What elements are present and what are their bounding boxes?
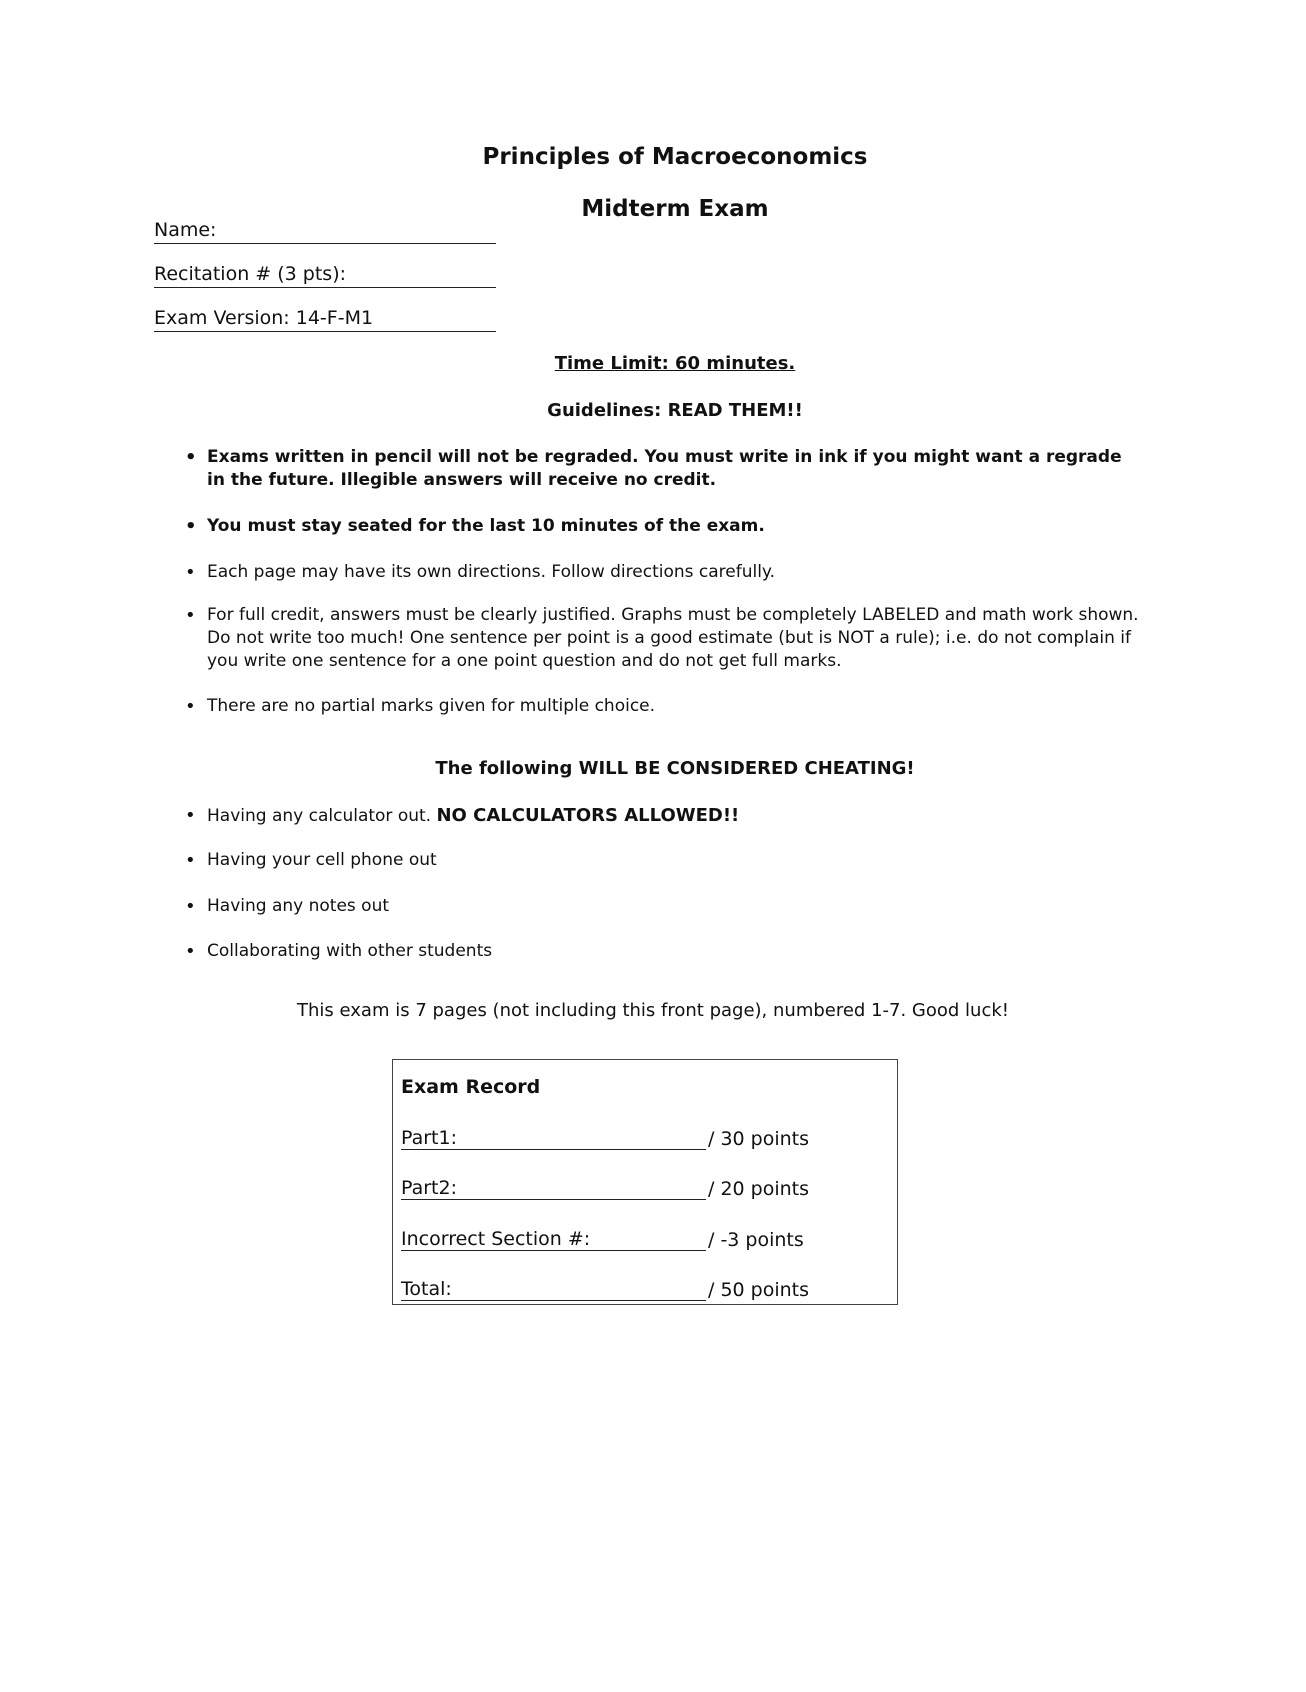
guideline-item: • Exams written in pencil will not be regraded. You must write in ink if you might want a regrade in the future. Illegible answers will receive no credit. — [185, 446, 1145, 492]
recitation-field[interactable] — [154, 262, 496, 288]
record-points: / 50 points — [708, 1279, 810, 1301]
cheating-list-2 — [185, 849, 1145, 872]
exam-version-label: Exam Version: 14-F-M1 — [154, 307, 374, 329]
exam-title: Midterm Exam — [581, 196, 769, 222]
record-row-part2[interactable] — [401, 1177, 821, 1200]
guideline-list-5 — [185, 695, 1145, 718]
cheating-heading: The following WILL BE CONSIDERED CHEATING! — [435, 758, 915, 779]
cheating-item: • Collaborating with other students — [185, 940, 1145, 963]
recitation-label: Recitation # (3 pts): — [154, 263, 347, 285]
guideline-item: • There are no partial marks given for multiple choice. — [185, 695, 1145, 718]
cheating-item: • Having your cell phone out — [185, 849, 1145, 872]
guideline-list-4 — [185, 604, 1145, 673]
name-field[interactable] — [154, 218, 496, 244]
course-title: Principles of Macroeconomics — [482, 144, 868, 170]
cheating-item-calculator — [185, 804, 1145, 828]
calculator-emphasis: NO CALCULATORS ALLOWED!! — [436, 805, 740, 826]
exam-record-title: Exam Record — [401, 1076, 541, 1098]
time-limit: Time Limit: 60 minutes. — [554, 353, 796, 374]
guidelines-heading: Guidelines: READ THEM!! — [547, 400, 803, 421]
record-row-total[interactable] — [401, 1278, 821, 1301]
record-points: / 30 points — [708, 1128, 810, 1150]
cheating-item: • Having any notes out — [185, 895, 1145, 918]
guideline-item: • Each page may have its own directions. Follow directions carefully. — [185, 561, 1145, 584]
record-row-part1[interactable] — [401, 1127, 821, 1150]
guideline-list-2 — [185, 515, 1145, 538]
guideline-list-3 — [185, 561, 1145, 584]
name-label: Name: — [154, 219, 217, 241]
page-count-note: This exam is 7 pages (not including this front page), numbered 1-7. Good luck! — [297, 1000, 1009, 1021]
guideline-list-1 — [185, 446, 1145, 492]
record-label: Part2: — [401, 1177, 457, 1199]
exam-record-box — [392, 1059, 898, 1305]
guideline-item: • For full credit, answers must be clearly justified. Graphs must be completely LABELED and math work shown. Do not write too much! One sentence per point is a good estimate (but is NOT a rule); i.e. do not complain if you write one sentence for a one point question and do not get full marks. — [185, 604, 1145, 673]
cheating-list-3 — [185, 895, 1145, 918]
cheating-list-1 — [185, 804, 1145, 828]
cheating-list-4 — [185, 940, 1145, 963]
record-points: / 20 points — [708, 1178, 810, 1200]
record-label: Incorrect Section #: — [401, 1228, 591, 1250]
record-label: Total: — [401, 1278, 452, 1300]
record-points: / -3 points — [708, 1229, 804, 1251]
exam-version-field — [154, 306, 496, 332]
record-row-incorrect-section[interactable] — [401, 1228, 821, 1251]
guideline-item: • You must stay seated for the last 10 minutes of the exam. — [185, 515, 1145, 538]
calculator-text: Having any calculator out. — [207, 806, 432, 826]
record-label: Part1: — [401, 1127, 457, 1149]
